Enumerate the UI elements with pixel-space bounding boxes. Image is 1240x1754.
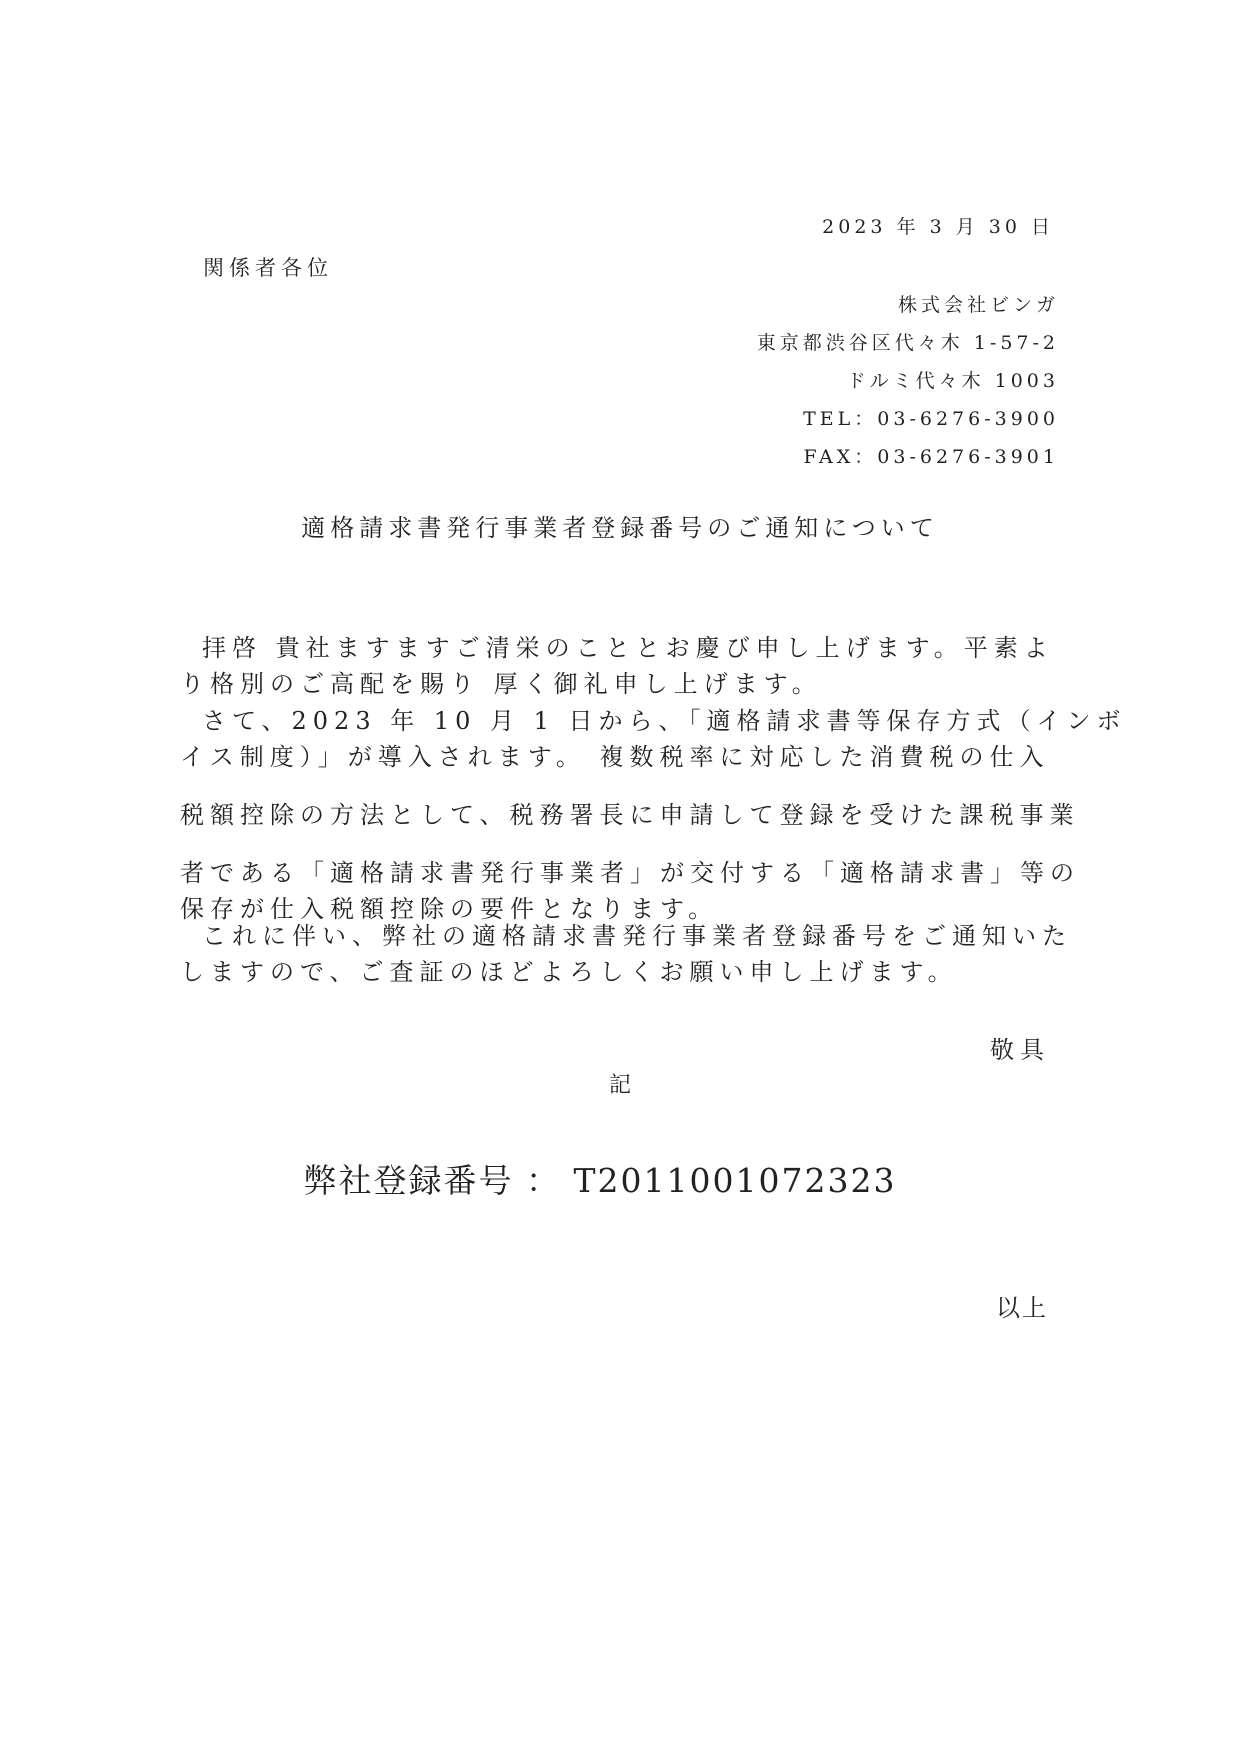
registration-number: 弊社登録番号 ： T2011001072323 bbox=[303, 1161, 897, 1200]
closing-keigu: 敬具 bbox=[990, 1036, 1050, 1064]
body-line: 者である「適格請求書発行事業者」が交付する「適格請求書」等の bbox=[180, 859, 1080, 887]
body-paragraph-1 bbox=[180, 630, 1060, 702]
body-line: さて、2023 年 10 月 1 日から、「適格請求書等保存方式（インボ bbox=[202, 707, 1127, 735]
body-paragraph-3 bbox=[180, 918, 1072, 990]
body-line: 保存が仕入税額控除の要件となります。 bbox=[180, 895, 719, 923]
document-title: 適格請求書発行事業者登録番号のご通知について bbox=[301, 514, 939, 542]
sender-address-line2: ドルミ代々木 1003 bbox=[846, 370, 1059, 392]
body-line: 拝啓 貴社ますますご清栄のこととお慶び申し上げます。平素よ bbox=[202, 634, 1054, 662]
closing-ijou: 以上 bbox=[996, 1294, 1048, 1322]
body-paragraph-2 bbox=[180, 703, 1127, 927]
document-date: 2023 年 3 月 30 日 bbox=[822, 216, 1054, 238]
recipient-salutation: 関係者各位 bbox=[203, 256, 333, 280]
sender-address-line1: 東京都渋谷区代々木 1-57-2 bbox=[756, 332, 1059, 354]
body-line: 税額控除の方法として、税務署長に申請して登録を受けた課税事業 bbox=[180, 801, 1080, 829]
body-line: しますので、ご査証のほどよろしくお願い申し上げます。 bbox=[180, 958, 958, 986]
sender-tel: TEL：03-6276-3900 bbox=[803, 408, 1059, 430]
body-line: これに伴い、弊社の適格請求書発行事業者登録番号をご通知いた bbox=[202, 922, 1072, 950]
ki-heading: 記 bbox=[608, 1073, 631, 1098]
sender-block bbox=[757, 286, 1059, 476]
body-line: イス制度）」が導入されます。 複数税率に対応した消費税の仕入 bbox=[180, 743, 1050, 771]
sender-company: 株式会社ビンガ bbox=[897, 294, 1059, 316]
body-line: り格別のご高配を賜り 厚く御礼申し上げます。 bbox=[180, 670, 822, 698]
sender-fax: FAX：03-6276-3901 bbox=[803, 446, 1059, 468]
